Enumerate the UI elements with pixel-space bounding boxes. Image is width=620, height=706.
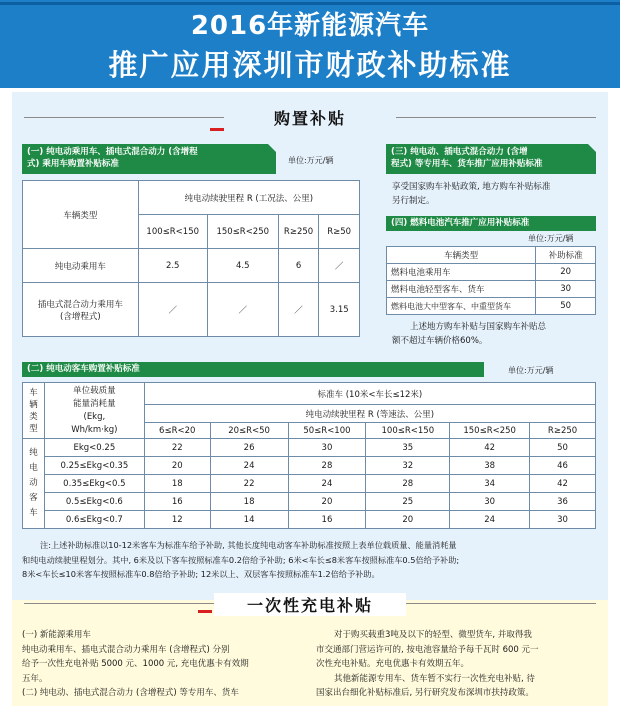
header-banner (0, 0, 620, 88)
fuelcell-row-label: 燃料电池乘用车 (387, 264, 536, 281)
table-cell: 46 (530, 457, 596, 475)
special-vehicle-section-bar (386, 144, 596, 174)
bus-ekg-label: 0.35≤Ekg<0.5 (44, 475, 144, 493)
bus-table (22, 382, 596, 529)
charging-right-line: 市交通部门营运许可的, 按电池容量给予每千瓦时 600 元一 (316, 644, 539, 655)
fuelcell-row-label: 燃料电池轻型客车、货车 (387, 281, 536, 298)
fuelcell-row-label: 燃料电池大中型客车、中重型货车 (387, 298, 536, 315)
bus-col-type-char: 类 (29, 411, 38, 422)
table-cell: 12 (144, 511, 210, 529)
bus-vehicle-char: 电 (29, 463, 38, 473)
table-cell: 20 (288, 493, 366, 511)
table-cell: 38 (450, 457, 530, 475)
bus-ekg-label: 0.6≤Ekg<0.7 (44, 511, 144, 529)
bus-section-bar: (二) 纯电动客车购置补贴标准 (22, 362, 484, 377)
table-cell: 42 (530, 475, 596, 493)
section-divider-right (406, 603, 596, 604)
bus-vehicle-char: 动 (29, 478, 38, 488)
passenger-bar-line2: 式) 乘用车购置补贴标准 (27, 159, 119, 169)
range-col: R≥250 (278, 215, 319, 249)
table-cell: 50 (530, 439, 596, 457)
charging-left-line: 给予一次性充电补贴 5000 元、1000 元, 充电优惠卡有效期 (22, 659, 249, 669)
bus-ekg-label: Ekg<0.25 (44, 439, 144, 457)
table-cell: ／ (207, 283, 278, 337)
fuelcell-table (386, 246, 596, 315)
bus-col-ekg-line: 能量消耗量 (73, 398, 116, 409)
bus-note-line: 注:上述补助标准以10-12米客车为标准车给予补助, 其他长度纯电动客车补助标准按照上表单位载质量、能量消耗量 (40, 540, 457, 550)
bus-range-col: 100≤R<150 (366, 423, 450, 439)
table-cell: 25 (366, 493, 450, 511)
table-cell: 16 (288, 511, 366, 529)
table-cell: 36 (530, 493, 596, 511)
passenger-car-section-bar (22, 144, 276, 174)
row-label-phev (23, 283, 139, 337)
bus-range-header: 纯电动续驶里程 R (等速法、公里) (144, 405, 595, 423)
special-text-line2: 另行制定。 (392, 196, 435, 206)
table-cell: 32 (366, 457, 450, 475)
phev-label-line2: (含增程式) (60, 311, 101, 322)
table-cell: 16 (144, 493, 210, 511)
table-cell: 18 (210, 493, 288, 511)
table-cell: 6 (278, 249, 319, 283)
bus-note-line: 8米<车长≤10米客车按照标准车0.8倍给予补助; 12米以上、双层客车按照标准车1.2倍给予补助。 (22, 569, 380, 579)
table-cell: 20 (366, 511, 450, 529)
fuelcell-unit: 单位:万元/辆 (528, 234, 574, 243)
table-cell: 30 (288, 439, 366, 457)
bus-range-col: 50≤R<100 (288, 423, 366, 439)
bus-col-type (23, 383, 45, 439)
phev-label-line1: 插电式混合动力乘用车 (37, 299, 123, 310)
charging-left-line: (二) 纯电动、插电式混合动力 (含增程式) 等专用车、货车 (22, 688, 239, 698)
charging-left-column (22, 628, 312, 701)
table-cell: 22 (144, 439, 210, 457)
special-bar-line1: (三) 纯电动、插电式混合动力 (含增 (391, 147, 528, 157)
table-cell: ／ (319, 249, 360, 283)
bus-col-type-char: 型 (29, 423, 38, 434)
bus-col-type-char: 车 (29, 387, 38, 398)
bus-col-ekg-line: 单位载质量 (73, 385, 116, 396)
charging-left-line: 纯电动乘用车、插电式混合动力乘用车 (含增程式) 分别 (22, 644, 230, 655)
bus-range-col: 150≤R<250 (450, 423, 530, 439)
table-cell: 28 (366, 475, 450, 493)
section-divider-left (24, 117, 224, 118)
special-vehicle-text (392, 180, 596, 208)
bus-note (22, 538, 600, 582)
charging-left-line: (一) 新能源乘用车 (22, 630, 91, 640)
charging-right-line: 对于购买载重3吨及以下的轻型、微型货车, 并取得我 (334, 630, 532, 640)
range-col: R≥50 (319, 215, 360, 249)
table-cell: 2.5 (138, 249, 207, 283)
table-cell: 35 (366, 439, 450, 457)
bus-std-header: 标准车 (10米<车长≤12米) (144, 383, 595, 405)
bus-ekg-label: 0.5≤Ekg<0.6 (44, 493, 144, 511)
table-cell: 24 (210, 457, 288, 475)
fuelcell-row-value: 30 (536, 281, 596, 298)
table-cell: ／ (278, 283, 319, 337)
table-cell: 3.15 (319, 283, 360, 337)
table-cell: 28 (288, 457, 366, 475)
row-label-bev: 纯电动乘用车 (23, 249, 139, 283)
bar-corner (268, 144, 276, 152)
bus-col-ekg-line: (Ekg, (83, 411, 106, 422)
charging-right-line: 其他新能源专用车、货车暂不实行一次性充电补贴, 待 (334, 673, 535, 684)
page-title-line1: 2016年新能源汽车 (190, 11, 430, 41)
table-cell: 24 (450, 511, 530, 529)
table-cell: 30 (450, 493, 530, 511)
table-cell: 42 (450, 439, 530, 457)
passenger-unit: 单位:万元/辆 (288, 156, 334, 165)
fuelcell-row-value: 50 (536, 298, 596, 315)
bar-corner (588, 144, 596, 152)
section-red-mark (198, 610, 212, 613)
section-red-mark (210, 128, 224, 131)
table-cell: 24 (288, 475, 366, 493)
bus-range-col: 6≤R<20 (144, 423, 210, 439)
fuelcell-row-value: 20 (536, 264, 596, 281)
charging-right-line: 国家出台细化补贴标准后, 另行研究发布深圳市扶持政策。 (316, 688, 534, 698)
range-header: 纯电动续驶里程 R (工况法、公里) (138, 181, 359, 215)
bus-range-col: R≥250 (530, 423, 596, 439)
col-vehicle-type: 车辆类型 (23, 181, 139, 249)
passenger-bar-line1: (一) 纯电动乘用车、插电式混合动力 (含增程 (27, 147, 198, 157)
range-col: 150≤R<250 (207, 215, 278, 249)
bus-range-col: 20≤R<50 (210, 423, 288, 439)
fuelcell-col-type: 车辆类型 (387, 247, 536, 264)
bus-vehicle-char: 客 (29, 493, 38, 503)
charging-right-line: 次性充电补贴。充电优惠卡有效期五年。 (316, 659, 470, 669)
special-text-line1: 享受国家购车补贴政策, 地方购车补贴标准 (392, 182, 551, 192)
table-cell: 14 (210, 511, 288, 529)
section-divider-left (24, 603, 214, 604)
table-cell: ／ (138, 283, 207, 337)
bus-unit: 单位:万元/辆 (508, 366, 554, 375)
section-divider-right (396, 117, 596, 118)
fuelcell-col-std: 补助标准 (536, 247, 596, 264)
table-cell: 30 (530, 511, 596, 529)
page-title-line2: 推广应用深圳市财政补助标准 (108, 48, 512, 82)
fuelcell-note (392, 320, 598, 348)
fuelcell-section-bar: (四) 燃料电池汽车推广应用补贴标准 (386, 216, 596, 231)
bus-col-ekg-line: Wh/km·kg) (71, 424, 118, 435)
table-cell: 20 (144, 457, 210, 475)
bus-vehicle-label (23, 439, 45, 529)
table-cell: 18 (144, 475, 210, 493)
bus-vehicle-char: 车 (29, 508, 38, 518)
passenger-car-table (22, 180, 360, 337)
charging-left-line: 五年。 (22, 673, 48, 684)
table-cell: 4.5 (207, 249, 278, 283)
table-cell: 22 (210, 475, 288, 493)
bus-vehicle-char: 纯 (29, 448, 38, 458)
range-col: 100≤R<150 (138, 215, 207, 249)
section-title-purchase: 购置补贴 (273, 109, 346, 128)
fuelcell-note-line1: 上述地方购车补贴与国家购车补贴总 (410, 322, 547, 332)
charging-right-column (316, 628, 606, 701)
bus-note-line: 和纯电动续驶里程划分。其中, 6米及以下客车按照标准车0.2倍给予补助; 6米<车长≤8米客车按照标准车0.5倍给予补助; (22, 554, 460, 565)
bus-col-type-char: 辆 (29, 399, 38, 410)
table-cell: 34 (450, 475, 530, 493)
bus-ekg-label: 0.25≤Ekg<0.35 (44, 457, 144, 475)
table-cell: 26 (210, 439, 288, 457)
special-bar-line2: 程式) 等专用车、货车推广应用补贴标准 (391, 159, 543, 169)
section-title-charging: 一次性充电补贴 (214, 593, 406, 616)
fuelcell-note-line2: 额不超过车辆价格60%。 (392, 336, 488, 346)
bus-col-ekg (44, 383, 144, 439)
